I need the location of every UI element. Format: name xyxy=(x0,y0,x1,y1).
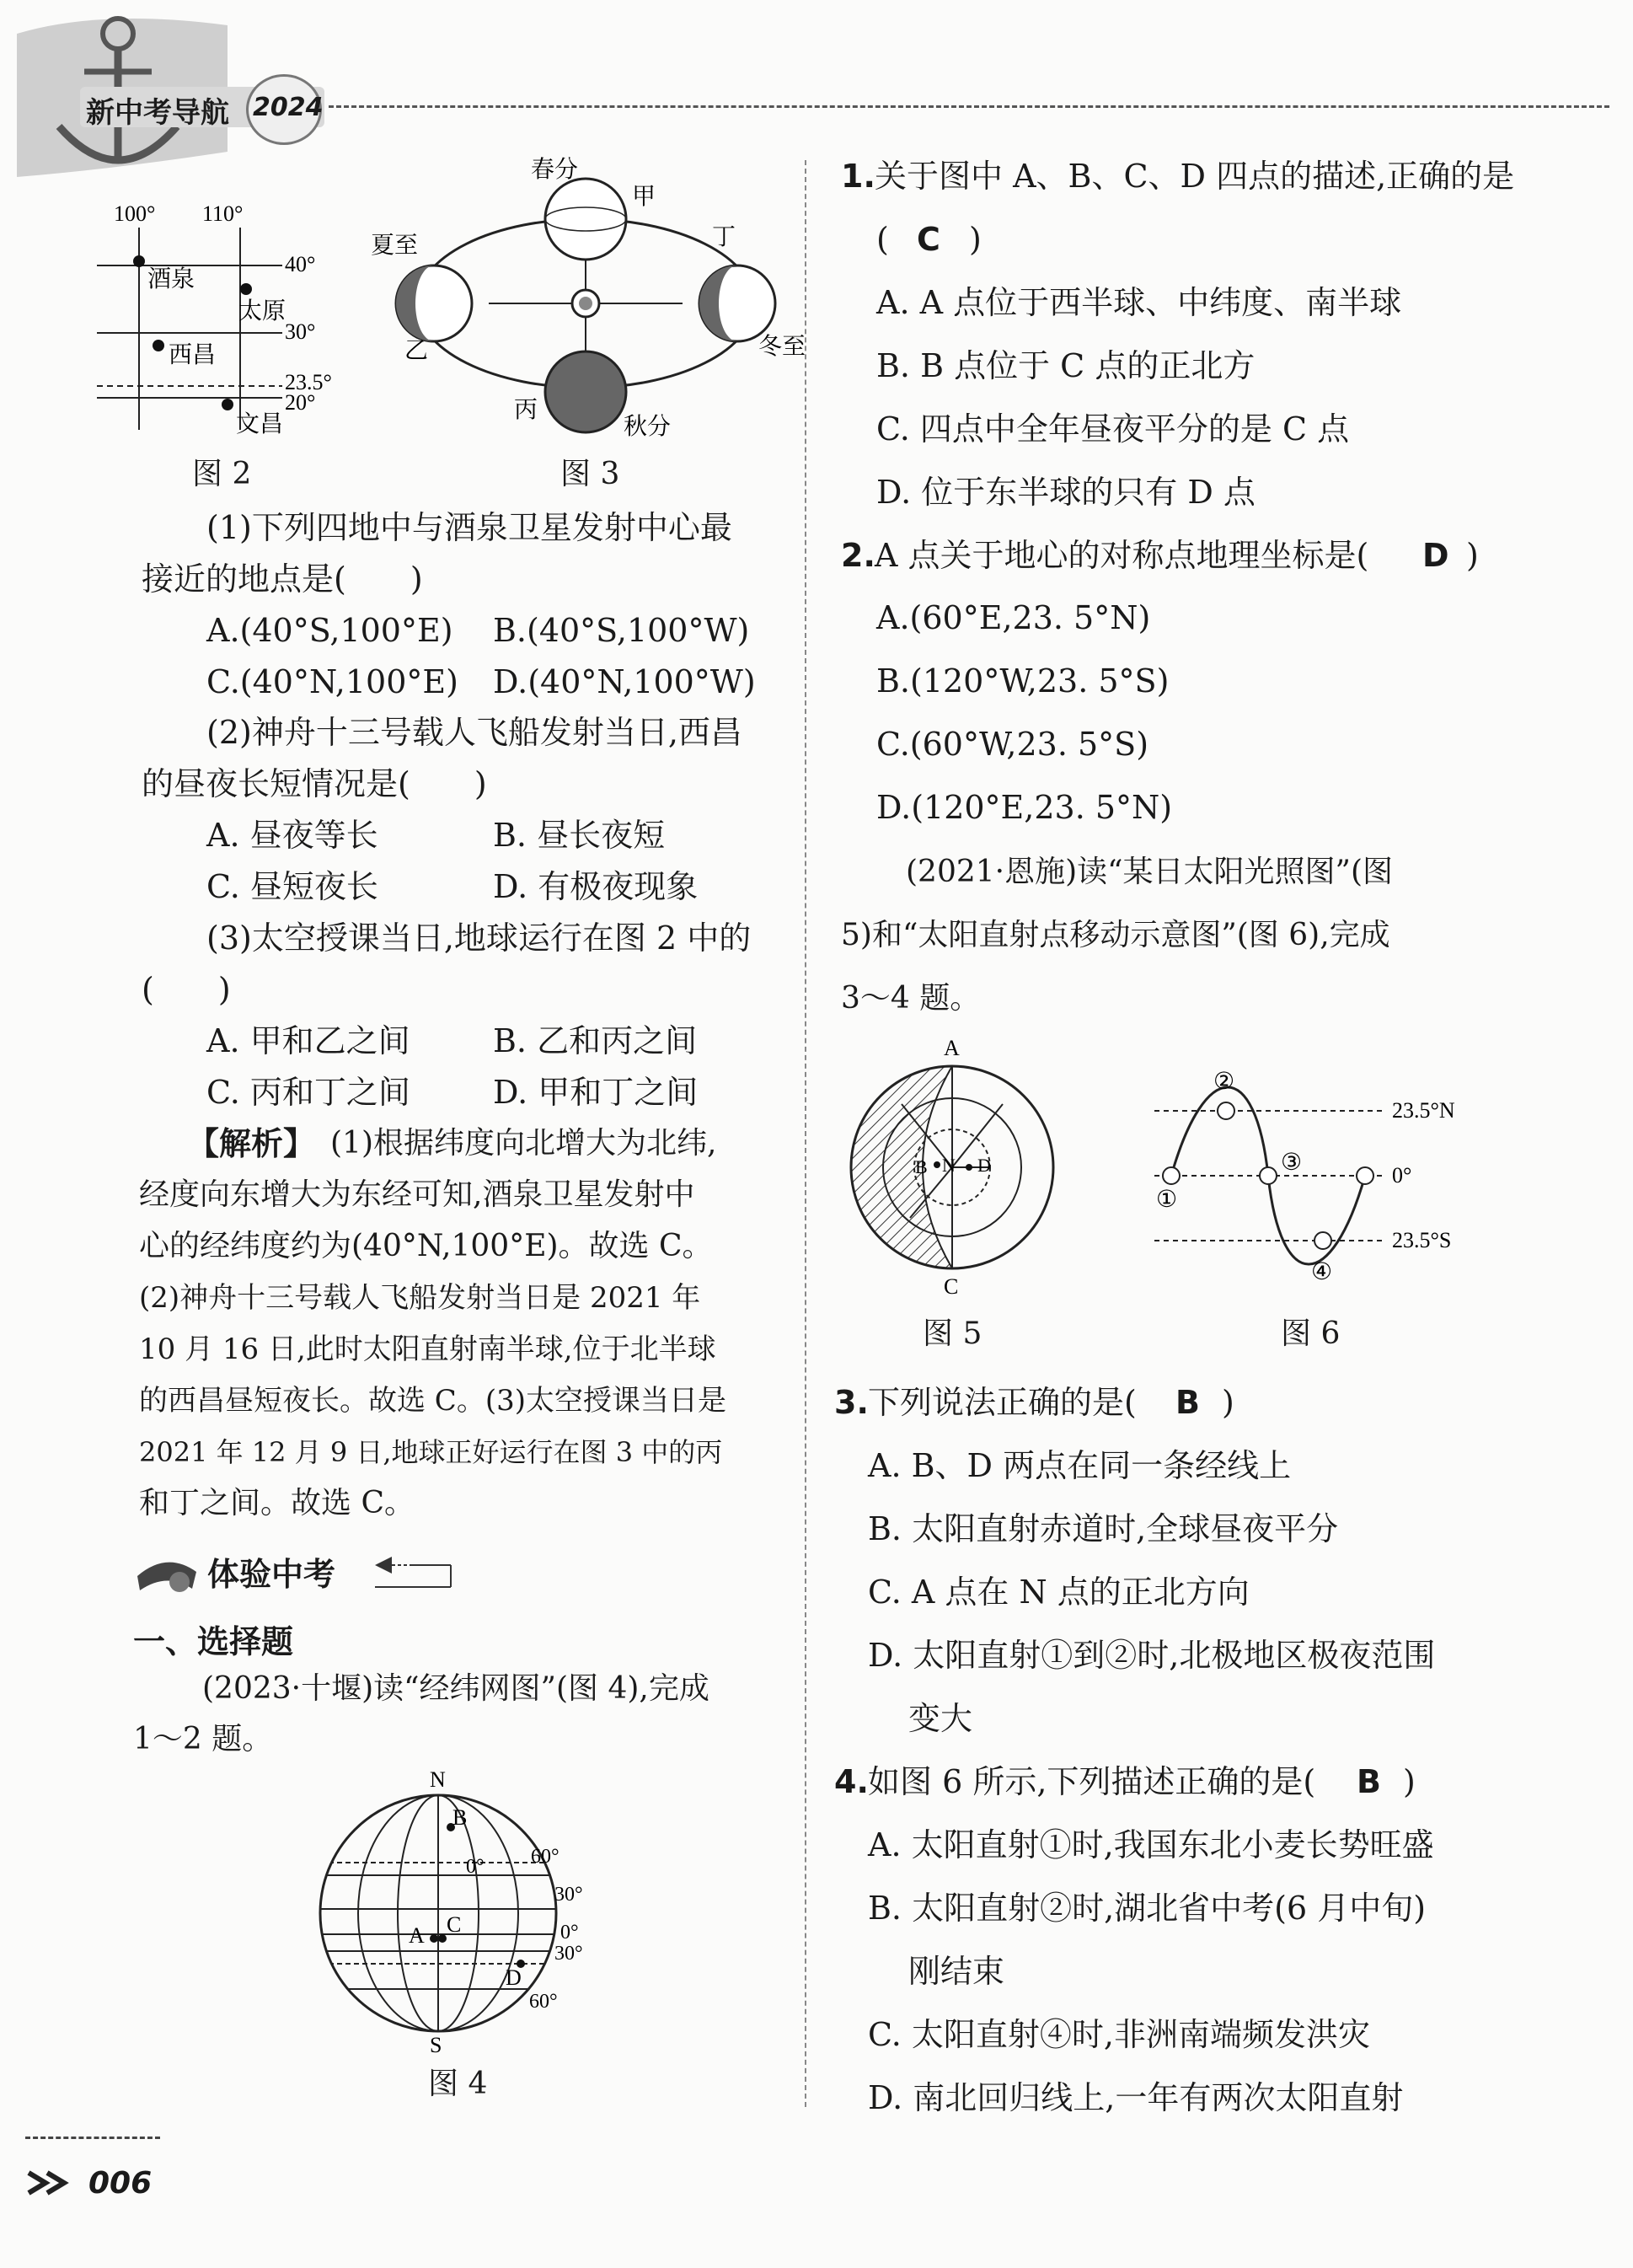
q2-option-a: A. 昼夜等长 xyxy=(206,817,378,854)
analysis-line6: 的西昌昼短夜长。故选 C。(3)太空授课当日是 xyxy=(139,1384,726,1418)
q2-option-c: C. 昼短夜长 xyxy=(206,868,378,905)
rq2-option-b: B.(120°W,23. 5°S) xyxy=(876,662,1170,700)
rq2-stem: A 点关于地心的对称点地理坐标是( xyxy=(875,537,1369,574)
q1-stem-line2: 接近的地点是( ) xyxy=(142,560,423,598)
q2-option-b: B. 昼长夜短 xyxy=(493,817,666,854)
q3-stem-line2: ( ) xyxy=(142,971,231,1008)
section-heading: 一、选择题 xyxy=(133,1623,294,1660)
rq1-option-a: A. A 点位于西半球、中纬度、南半球 xyxy=(876,284,1402,321)
fig4-pole-s: S xyxy=(430,2033,442,2056)
q3-stem-line1: (3)太空授课当日,地球运行在图 2 中的 xyxy=(206,920,752,957)
fig2-lon-110: 110° xyxy=(202,202,244,226)
analysis-line5: 10 月 16 日,此时太阳直射南半球,位于北半球 xyxy=(139,1332,716,1366)
banner-arrow-icon xyxy=(371,1547,455,1593)
figure-5 xyxy=(843,1037,1070,1298)
q3-option-b: B. 乙和丙之间 xyxy=(493,1022,698,1059)
rq1-option-c: C. 四点中全年昼夜平分的是 C 点 xyxy=(876,410,1350,448)
r-intro-line1: (2021·恩施)读“某日太阳光照图”(图 xyxy=(906,855,1394,889)
fig2-lon-100: 100° xyxy=(114,202,156,226)
fig2-place-wenchang: 文昌 xyxy=(236,410,284,437)
rq4-stem: 如图 6 所示,下列描述正确的是( xyxy=(868,1763,1316,1800)
fig3-point-ding: 丁 xyxy=(712,223,736,250)
fig4-pole-n: N xyxy=(430,1770,446,1792)
rq2-option-a: A.(60°E,23. 5°N) xyxy=(876,599,1151,636)
fig5-point-b: B xyxy=(915,1156,928,1177)
rq1-option-b: B. B 点位于 C 点的正北方 xyxy=(876,347,1256,384)
rq3-option-c: C. A 点在 N 点的正北方向 xyxy=(868,1574,1250,1611)
rq4-option-c: C. 太阳直射④时,非洲南端频发洪灾 xyxy=(868,2016,1370,2053)
figure-6-caption: 图 6 xyxy=(1281,1316,1341,1351)
section-banner-title: 体验中考 xyxy=(207,1556,336,1593)
rq2-answer: D xyxy=(1422,537,1449,574)
q2-stem-line1: (2)神舟十三号载人飞船发射当日,西昌 xyxy=(206,714,742,751)
rq3-number: 3. xyxy=(834,1384,869,1421)
fig3-term-summer: 夏至 xyxy=(371,231,419,259)
fig4-point-c: C xyxy=(447,1912,462,1937)
figure-3 xyxy=(371,152,817,455)
section-banner xyxy=(133,1538,453,1597)
q2-option-d: D. 有极夜现象 xyxy=(493,868,699,905)
fig4-point-b: B xyxy=(452,1805,468,1830)
section-intro-line2: 1～2 题。 xyxy=(133,1722,273,1756)
fig2-lat-30: 30° xyxy=(285,319,316,344)
fig2-lat-40: 40° xyxy=(285,252,316,276)
rq4-option-a: A. 太阳直射①时,我国东北小麦长势旺盛 xyxy=(868,1826,1434,1863)
analysis-line2: 经度向东增大为东经可知,酒泉卫星发射中 xyxy=(139,1177,695,1212)
fig6-lat-235s: 23.5°S xyxy=(1392,1228,1452,1252)
rq1-stem: 关于图中 A、B、C、D 四点的描述,正确的是 xyxy=(875,158,1515,195)
rq2-close: ) xyxy=(1466,537,1479,574)
fig4-lat-60s: 60° xyxy=(529,1991,558,2013)
q1-option-a: A.(40°S,100°E) xyxy=(206,612,453,649)
section-intro-line1: (2023·十堰)读“经纬网图”(图 4),完成 xyxy=(202,1671,709,1706)
figure-6 xyxy=(1146,1062,1500,1306)
double-chevron-icon xyxy=(25,2166,84,2200)
rq4-option-d: D. 南北回归线上,一年有两次太阳直射 xyxy=(868,2079,1404,2116)
q1-option-b: B.(40°S,100°W) xyxy=(493,612,750,649)
figure-2-caption: 图 2 xyxy=(192,457,252,491)
footer-dashed-rule xyxy=(25,2137,160,2139)
fig6-marker-4: ④ xyxy=(1311,1257,1333,1285)
fig3-point-jia: 甲 xyxy=(632,182,656,210)
q3-option-c: C. 丙和丁之间 xyxy=(206,1074,410,1111)
header-title: 新中考导航 xyxy=(86,96,229,130)
analysis-line3: 心的经纬度约为(40°N,100°E)。故选 C。 xyxy=(139,1229,713,1263)
rq3-answer: B xyxy=(1175,1384,1200,1421)
rq3-option-d-line2: 变大 xyxy=(908,1700,973,1737)
analysis-line7: 2021 年 12 月 9 日,地球正好运行在图 3 中的丙 xyxy=(139,1436,723,1468)
rq1-number: 1. xyxy=(841,158,875,195)
rq3-option-a: A. B、D 两点在同一条经线上 xyxy=(868,1447,1292,1484)
fig4-lat-60n: 60° xyxy=(531,1846,560,1868)
page-number: 006 xyxy=(88,2166,153,2201)
fig2-place-jiuquan: 酒泉 xyxy=(147,265,195,292)
rq4-option-b-line1: B. 太阳直射②时,湖北省中考(6 月中旬) xyxy=(868,1890,1427,1927)
analysis-line8: 和丁之间。故选 C。 xyxy=(139,1486,415,1520)
rq4-option-b-line2: 刚结束 xyxy=(908,1953,1005,1990)
fig5-point-n: N xyxy=(942,1155,956,1176)
q1-option-c: C.(40°N,100°E) xyxy=(206,663,458,700)
rq2-option-d: D.(120°E,23. 5°N) xyxy=(876,789,1173,826)
q2-stem-line2: 的昼夜长短情况是( ) xyxy=(142,765,487,802)
figure-4-caption: 图 4 xyxy=(428,2067,488,2101)
rq3-option-d-line1: D. 太阳直射①到②时,北极地区极夜范围 xyxy=(868,1637,1436,1674)
rq1-close: ) xyxy=(969,221,982,258)
analysis-label: 【解析】 xyxy=(187,1125,316,1162)
figure-4 xyxy=(312,1770,615,2056)
rq1-answer: C xyxy=(917,221,940,258)
fig3-term-winter: 冬至 xyxy=(758,332,806,360)
fig4-meridian-0: 0° xyxy=(466,1856,485,1878)
rq4-number: 4. xyxy=(834,1763,869,1800)
figure-3-caption: 图 3 xyxy=(560,457,620,491)
rq4-answer: B xyxy=(1357,1763,1381,1800)
book-icon xyxy=(133,1538,201,1597)
figure-2 xyxy=(84,202,371,447)
figure-5-caption: 图 5 xyxy=(923,1316,982,1351)
fig4-point-a: A xyxy=(409,1923,425,1948)
fig3-point-bing: 丙 xyxy=(514,395,538,423)
fig3-term-spring: 春分 xyxy=(531,155,579,183)
rq4-close: ) xyxy=(1403,1763,1416,1800)
rq2-option-c: C.(60°W,23. 5°S) xyxy=(876,726,1149,763)
fig2-lat-20: 20° xyxy=(285,390,316,415)
column-divider xyxy=(805,160,806,2107)
analysis-line1: (1)根据纬度向北增大为北纬, xyxy=(330,1126,717,1161)
rq1-open: ( xyxy=(876,221,889,258)
fig4-lat-30s: 30° xyxy=(554,1943,583,1965)
rq3-stem: 下列说法正确的是( xyxy=(868,1384,1137,1421)
fig2-place-xichang: 西昌 xyxy=(169,340,217,368)
q3-option-a: A. 甲和乙之间 xyxy=(206,1022,410,1059)
fig4-lat-0: 0° xyxy=(560,1922,579,1944)
fig6-marker-1: ① xyxy=(1156,1185,1178,1213)
rq3-option-b: B. 太阳直射赤道时,全球昼夜平分 xyxy=(868,1510,1339,1547)
r-intro-line3: 3～4 题。 xyxy=(841,981,981,1016)
fig5-point-d: D xyxy=(977,1155,991,1176)
rq1-option-d: D. 位于东半球的只有 D 点 xyxy=(876,474,1256,511)
r-intro-line2: 5)和“太阳直射点移动示意图”(图 6),完成 xyxy=(841,918,1390,952)
header-year: 2024 xyxy=(253,93,324,122)
q1-stem-line1: (1)下列四地中与酒泉卫星发射中心最 xyxy=(206,509,732,546)
fig3-point-yi: 乙 xyxy=(404,336,429,364)
rq2-number: 2. xyxy=(841,537,875,574)
fig3-term-autumn: 秋分 xyxy=(624,412,672,440)
q3-option-d: D. 甲和丁之间 xyxy=(493,1074,699,1111)
fig2-place-taiyuan: 太原 xyxy=(238,297,286,324)
fig2-lat-235: 23.5° xyxy=(285,370,332,394)
fig6-lat-235n: 23.5°N xyxy=(1392,1098,1455,1123)
q1-option-d: D.(40°N,100°W) xyxy=(493,663,756,700)
fig5-point-a: A xyxy=(944,1037,960,1060)
fig4-point-d: D xyxy=(506,1965,522,1990)
header-dashed-rule xyxy=(329,105,1609,108)
analysis-line4: (2)神舟十三号载人飞船发射当日是 2021 年 xyxy=(139,1281,701,1315)
fig6-marker-3: ③ xyxy=(1281,1148,1303,1176)
rq3-close: ) xyxy=(1222,1384,1234,1421)
fig5-point-c: C xyxy=(944,1274,959,1298)
fig6-marker-2: ② xyxy=(1213,1067,1235,1095)
fig6-lat-0: 0° xyxy=(1392,1163,1412,1188)
fig4-lat-30n: 30° xyxy=(554,1884,583,1906)
